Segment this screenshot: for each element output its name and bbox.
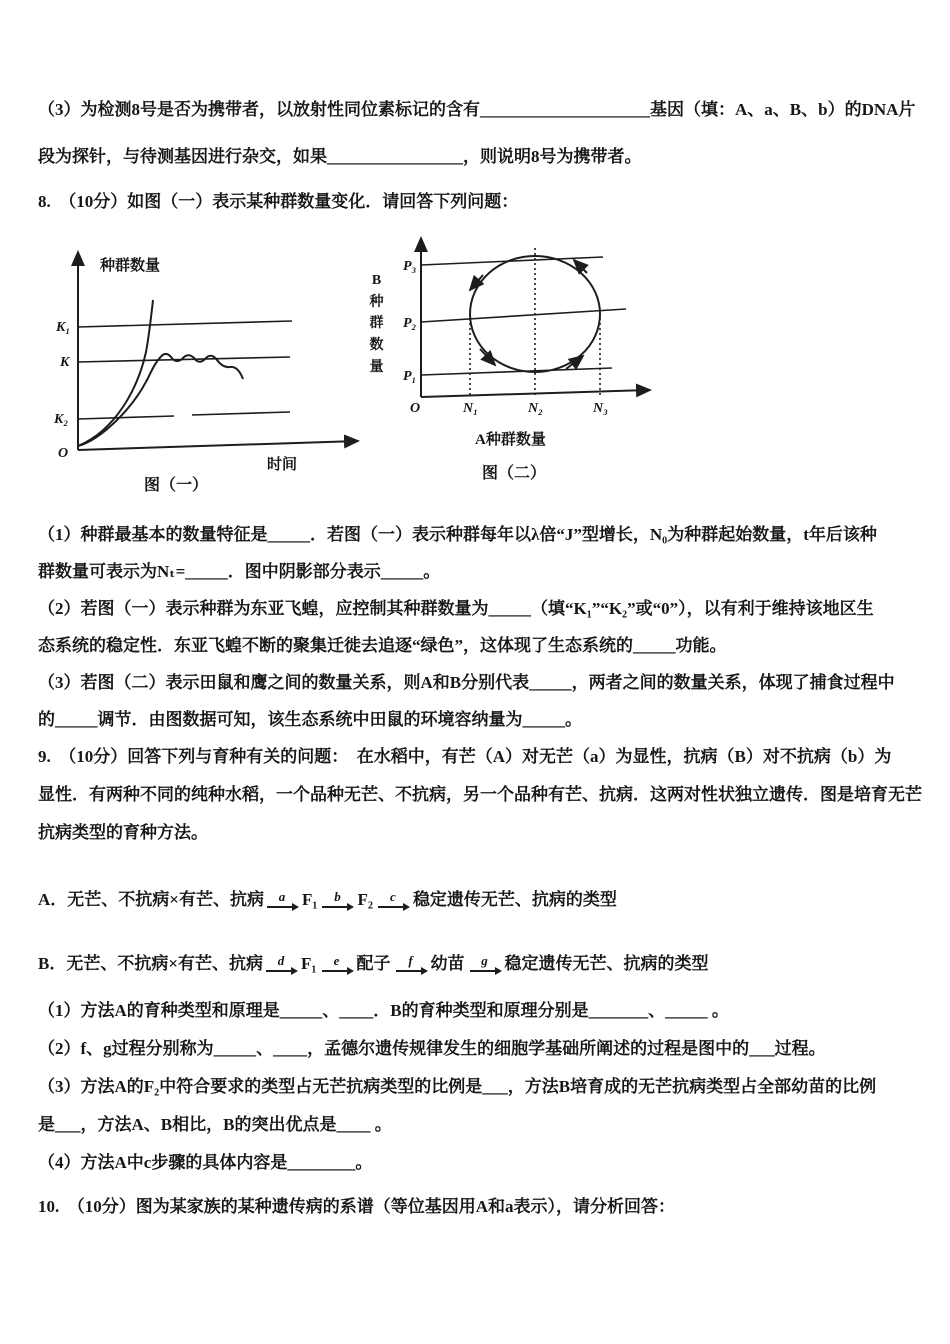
breeding-method-a: [38, 870, 922, 912]
method-b-cross: B．无芒、不抗病×有芒、抗病: [38, 954, 264, 973]
method-b-arrow-g-label: g: [481, 953, 488, 968]
fig1-j-curve: [78, 300, 153, 446]
fig1-caption: 图（一）: [144, 477, 209, 494]
fig2-tick-n1: N₁: [463, 401, 478, 416]
fig2-origin-label: O: [410, 401, 421, 416]
method-a-arrow-b: [322, 890, 352, 908]
right-arrow-icon: [396, 970, 426, 972]
fig1-k1-line: [78, 321, 292, 327]
fig1-y-axis-label: 种群数量: [100, 258, 161, 274]
q9-part3-line2: 是___，方法A、B相比，B的突出优点是____ 。: [38, 1115, 392, 1134]
right-arrow-icon: [322, 906, 352, 908]
fig1-tick-k2: K₂: [54, 412, 69, 427]
method-b-node-gamete: 配子: [356, 954, 391, 973]
q9-part3-line1: （3）方法A的F₂中符合要求的类型占无芒抗病类型的比例是___，方法B培育成的无芒抗病类型占全部幼苗的比例: [38, 1077, 877, 1096]
q9-intro-line2: 显性．有两种不同的纯种水稻，一个品种无芒、不抗病，另一个品种有芒、抗病．这两对性状独立遗传．图是培育无芒: [38, 785, 922, 804]
q8-part3-line2: 的_____调节．由图数据可知，该生态系统中田鼠的环境容纳量为_____。: [38, 710, 582, 729]
fig2-tick-n2: N₂: [528, 401, 543, 416]
method-b-node-seedling: 幼苗: [430, 954, 465, 973]
fig2-tick-p3: P₃: [403, 259, 417, 274]
method-a-arrow-b-label: b: [334, 889, 341, 904]
breeding-method-b: [38, 934, 922, 976]
q10-stem: 10. （10分）图为某家族的某种遗传病的系谱（等位基因用A和a表示），请分析回答：: [38, 1197, 676, 1216]
q8-part3-line1: （3）若图（二）表示田鼠和鹰之间的数量关系，则A和B分别代表_____，两者之间的数量关系，体现了捕食过程中: [38, 673, 895, 692]
method-a-node-f2: F₂: [357, 890, 373, 909]
fig2-arrow-top-right: [574, 260, 587, 273]
method-a-arrow-c: [378, 890, 408, 908]
method-b-arrow-e-label: e: [333, 953, 340, 968]
figures-row: [38, 220, 922, 516]
fig1-tick-k1: K₁: [56, 320, 71, 335]
right-arrow-icon: [267, 906, 297, 908]
fig2-tick-p1: P₁: [403, 369, 417, 384]
method-a-result: 稳定遗传无芒、抗病的类型: [412, 890, 617, 909]
q8-stem: 8. （10分）如图（一）表示某种群数量变化．请回答下列问题：: [38, 192, 519, 211]
method-a-arrow-a: [267, 890, 297, 908]
q8-part2-line2: 态系统的稳定性．东亚飞蝗不断的聚集迁徙去追逐“绿色”，这体现了生态系统的_____功能。: [38, 636, 727, 655]
right-arrow-icon: [470, 970, 500, 972]
fig1-s-curve: [78, 354, 243, 446]
method-a-arrow-a-label: a: [278, 889, 286, 904]
method-a-cross: A．无芒、不抗病×有芒、抗病: [38, 890, 264, 909]
figure1-graph: [52, 228, 397, 500]
method-b-arrow-d-label: d: [277, 953, 285, 968]
q9-intro-line1: 9. （10分）回答下列与育种有关的问题： 在水稻中，有芒（A）对无芒（a）为显性，抗病（B）对不抗病（b）为: [38, 747, 892, 766]
fig1-x-axis: [78, 441, 358, 450]
method-b-arrow-d: [266, 954, 296, 972]
fig2-x-axis-label: A种群数量: [475, 432, 546, 448]
method-b-node-f1: F₁: [301, 954, 317, 973]
fig2-tick-n3: N₃: [593, 401, 608, 416]
method-a-node-f1: F₁: [301, 890, 318, 909]
q9-part2: （2）f、g过程分别称为_____、____，孟德尔遗传规律发生的细胞学基础所阐述的过程是图中的___过程。: [38, 1039, 826, 1058]
right-arrow-icon: [322, 970, 352, 972]
fig1-origin-label: O: [58, 446, 69, 461]
method-b-arrow-e: [322, 954, 352, 972]
q8-part2-line1: （2）若图（一）表示种群为东亚飞蝗，应控制其种群数量为_____（填“K₁”“K₂”或“0”），以有利于维持该地区生: [38, 599, 874, 618]
fig2-tick-p2: P₂: [403, 316, 417, 331]
right-arrow-icon: [266, 970, 296, 972]
q9-part1: （1）方法A的育种类型和原理是_____、____．B的育种类型和原理分别是_______、_____ 。: [38, 1001, 729, 1020]
fig1-x-axis-label: 时间: [267, 457, 298, 473]
q8-part1-line2: 群数量可表示为Nₜ=_____．图中阴影部分表示_____。: [38, 562, 441, 581]
fig2-arrow-bottom-right: [566, 356, 583, 369]
method-b-result: 稳定遗传无芒、抗病的类型: [504, 954, 709, 973]
q9-intro-line3: 抗病类型的育种方法。: [38, 823, 208, 842]
fig1-k2-line: [78, 416, 174, 419]
method-b-arrow-g: [470, 954, 500, 972]
method-a-arrow-c-label: c: [390, 889, 396, 904]
q8-part1-line1: （1）种群最基本的数量特征是_____．若图（一）表示种群每年以λ倍“J”型增长，N₀为种群起始数量，t年后该种: [38, 525, 877, 544]
q7-part3-line1: （3）为检测8号是否为携带者，以放射性同位素标记的含有____________________基因（填：A、a、B、b）的DNA片: [38, 100, 916, 119]
figure2-y-axis-label: B种群数量: [369, 273, 384, 375]
right-arrow-icon: [378, 906, 408, 908]
fig1-k2-line-dash: [192, 412, 290, 415]
fig2-p2-line: [421, 309, 626, 322]
figure2-graph: [370, 218, 670, 508]
fig1-tick-k: K: [60, 355, 70, 370]
q7-part3-line2: 段为探针，与待测基因进行杂交，如果________________，则说明8号为携带者。: [38, 147, 642, 166]
method-b-arrow-f-label: f: [408, 953, 413, 968]
fig2-caption: 图（二）: [482, 465, 547, 482]
q9-part4: （4）方法A中c步骤的具体内容是________。: [38, 1153, 373, 1172]
method-b-arrow-f: [396, 954, 426, 972]
